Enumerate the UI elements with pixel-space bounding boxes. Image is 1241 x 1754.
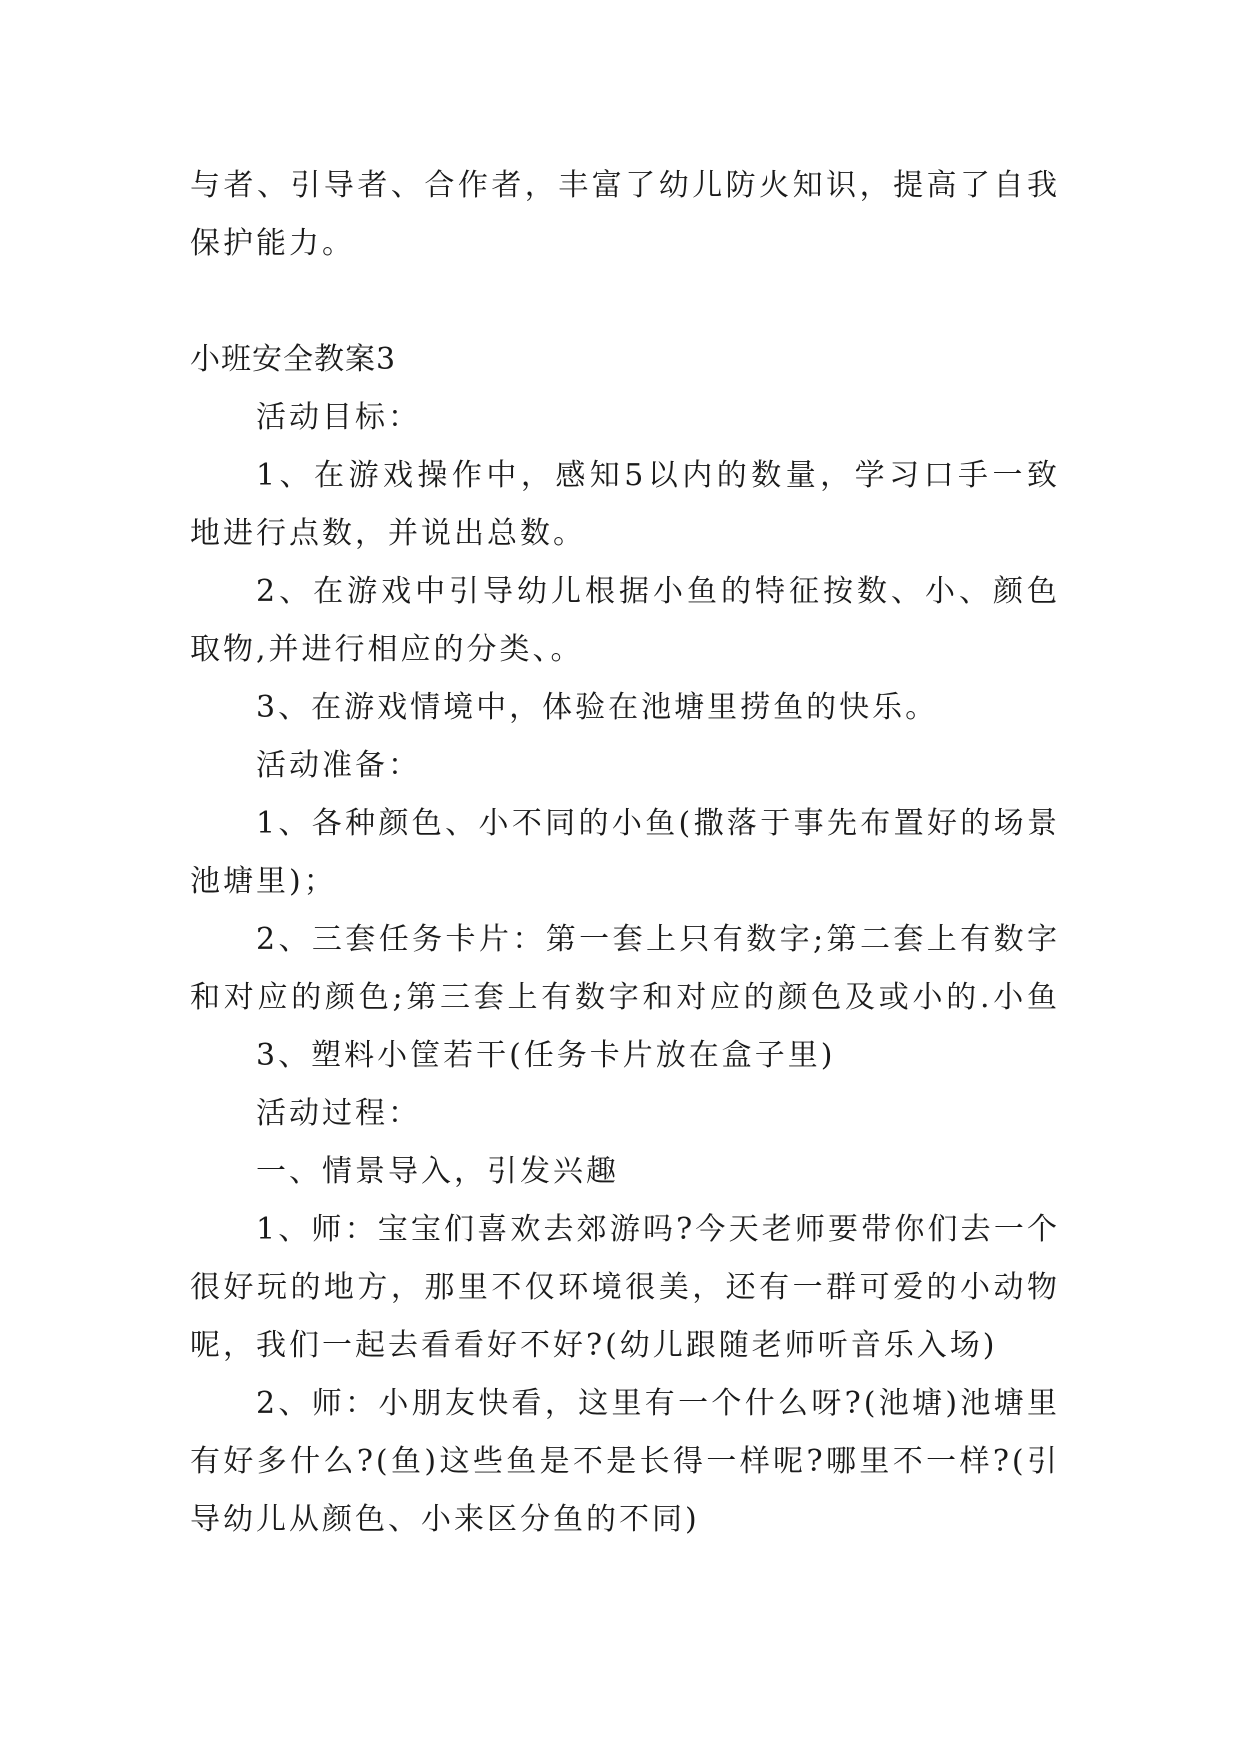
paragraph-line: 1、师：宝宝们喜欢去郊游吗?今天老师要带你们去一个 (256, 1212, 1060, 1247)
section-title: 小班安全教案3 (190, 342, 397, 377)
paragraph-line: 池塘里)； (190, 864, 337, 899)
paragraph-line: 2、在游戏中引导幼儿根据小鱼的特征按数、小、颜色 (256, 574, 1060, 609)
paragraph-line: 很好玩的地方，那里不仅环境很美，还有一群可爱的小动物 (190, 1270, 1060, 1305)
paragraph-line: 3、塑料小筐若干(任务卡片放在盒子里) (256, 1038, 836, 1073)
paragraph-line: 一、情景导入，引发兴趣 (256, 1154, 619, 1189)
paragraph-line: 地进行点数，并说出总数。 (190, 516, 586, 551)
paragraph-line: 有好多什么?(鱼)这些鱼是不是长得一样呢?哪里不一样?(引 (190, 1444, 1060, 1479)
paragraph-line: 1、在游戏操作中，感知5以内的数量，学习口手一致 (256, 458, 1060, 493)
paragraph-line: 1、各种颜色、小不同的小鱼(撒落于事先布置好的场景 (256, 806, 1060, 841)
paragraph-line: 2、师：小朋友快看，这里有一个什么呀?(池塘)池塘里 (256, 1386, 1060, 1421)
paragraph-line: 导幼儿从颜色、小来区分鱼的不同) (190, 1502, 700, 1537)
paragraph-line: 保护能力。 (190, 226, 355, 261)
paragraph-line: 呢，我们一起去看看好不好?(幼儿跟随老师听音乐入场) (190, 1328, 998, 1363)
paragraph-line: 和对应的颜色;第三套上有数字和对应的颜色及或小的.小鱼 (190, 980, 1060, 1015)
subheading: 活动目标： (256, 400, 421, 435)
paragraph-line: 取物,并进行相应的分类、。 (190, 632, 584, 667)
paragraph-line: 3、在游戏情境中，体验在池塘里捞鱼的快乐。 (256, 690, 939, 725)
paragraph-line: 2、三套任务卡片：第一套上只有数字;第二套上有数字 (256, 922, 1060, 957)
subheading: 活动准备： (256, 748, 421, 783)
paragraph-line: 与者、引导者、合作者，丰富了幼儿防火知识，提高了自我 (190, 168, 1060, 203)
subheading: 活动过程： (256, 1096, 421, 1131)
